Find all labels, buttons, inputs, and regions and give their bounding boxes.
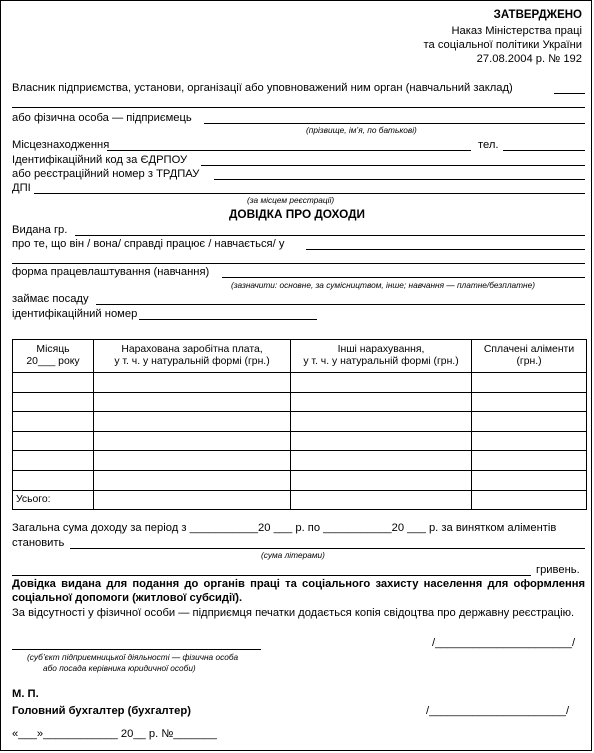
accountant-signature-field[interactable]: /______________________/ — [426, 705, 570, 717]
employment-form-label: форма працевлаштування (навчання) — [12, 266, 210, 278]
salary-header-line-2: у т. ч. у натуральній формі (грн.) — [114, 356, 270, 367]
table-cell[interactable] — [13, 373, 94, 393]
issued-to-field[interactable] — [75, 235, 585, 236]
dpi-field[interactable] — [34, 193, 585, 194]
table-cell[interactable] — [94, 412, 291, 432]
table-cell[interactable] — [13, 451, 94, 471]
total-label: Усього: — [13, 490, 94, 510]
table-row — [13, 392, 587, 412]
other-accruals-header-line-2: у т. ч. у натуральній формі (грн.) — [303, 356, 459, 367]
month-header-line-2: 20___ року — [26, 356, 80, 367]
table-cell[interactable] — [472, 451, 587, 471]
id-number-field[interactable] — [139, 319, 317, 320]
employment-form-field[interactable] — [222, 277, 585, 278]
table-cell[interactable] — [291, 470, 472, 490]
owner-field[interactable] — [554, 93, 585, 94]
head-signature-field[interactable]: /______________________/ — [432, 637, 576, 649]
table-row — [13, 431, 587, 451]
owner-field-continued[interactable] — [12, 107, 585, 108]
edrpou-field[interactable] — [201, 165, 585, 166]
amount-label: становить — [12, 537, 65, 549]
amount-in-words-field[interactable] — [70, 548, 585, 549]
table-cell[interactable] — [472, 373, 587, 393]
table-cell[interactable] — [13, 431, 94, 451]
month-header-line-1: Місяць — [36, 343, 70, 355]
table-cell[interactable] — [291, 373, 472, 393]
position-label: займає посаду — [12, 293, 89, 305]
edrpou-label: Ідентифікаційний код за ЄДРПОУ — [12, 154, 188, 166]
table-row — [13, 470, 587, 490]
table-cell[interactable] — [472, 470, 587, 490]
other-accruals-column-header — [291, 340, 472, 373]
table-cell[interactable] — [291, 412, 472, 432]
approval-line-1: Наказ Міністерства праці — [451, 25, 582, 37]
table-cell[interactable] — [94, 431, 291, 451]
approval-line-3: 27.08.2004 р. № 192 — [476, 53, 582, 65]
total-row — [13, 490, 587, 510]
works-at-field[interactable] — [306, 249, 585, 250]
trdpau-field[interactable] — [214, 179, 585, 180]
total-income-period-text: Загальна сума доходу за період з ___________20 ___ р. по ___________20 ___ р. за винятком аліментів — [12, 522, 557, 534]
table-cell[interactable] — [94, 392, 291, 412]
salary-header-line-1: Нарахована заробітна плата, — [121, 343, 263, 355]
approval-heading: ЗАТВЕРДЖЕНО — [493, 9, 582, 21]
head-position-field[interactable] — [12, 649, 261, 650]
table-cell[interactable] — [13, 412, 94, 432]
dpi-label: ДПІ — [12, 182, 31, 194]
purpose-statement: Довідка видана для подання до органів праці та соціального захисту населення для оформлення соціальної допомоги (житлової субсидії). — [12, 578, 585, 604]
full-name-caption: (прізвище, ім’я, по батькові) — [306, 125, 417, 135]
alimony-column-header — [472, 340, 587, 373]
total-alimony-cell[interactable] — [472, 490, 587, 510]
head-caption-line-1: (суб’єкт підприємницької діяльності — фізична особа — [27, 652, 239, 662]
other-accruals-header-line-1: Інші нарахування, — [337, 343, 425, 355]
table-row — [13, 412, 587, 432]
works-at-field-continued[interactable] — [12, 263, 585, 264]
phone-label: тел. — [478, 139, 499, 151]
trdpau-label: або реєстраційний номер з ТРДПАУ — [12, 168, 200, 180]
chief-accountant-label: Головний бухгалтер (бухгалтер) — [12, 705, 191, 717]
location-field[interactable] — [107, 150, 471, 151]
month-column-header — [13, 340, 94, 373]
amount-in-words-caption: (сума літерами) — [261, 550, 325, 560]
table-cell[interactable] — [94, 470, 291, 490]
position-field[interactable] — [96, 304, 585, 305]
table-cell[interactable] — [13, 392, 94, 412]
salary-column-header — [94, 340, 291, 373]
amount-in-words-field-continued[interactable] — [12, 575, 531, 576]
registration-place-caption: (за місцем реєстрації) — [247, 195, 335, 205]
alimony-header-line-2: (грн.) — [516, 356, 542, 367]
total-other-accruals-cell[interactable] — [291, 490, 472, 510]
currency-label: гривень. — [536, 564, 580, 576]
phone-field[interactable] — [503, 150, 585, 151]
stamp-placeholder-label: М. П. — [12, 688, 39, 700]
alimony-header-line-1: Сплачені аліменти — [483, 343, 575, 355]
table-cell[interactable] — [472, 392, 587, 412]
table-row — [13, 451, 587, 471]
employment-form-caption: (зазначити: основне, за сумісництвом, інше; навчання — платне/безплатне) — [231, 280, 535, 290]
income-table-header-row — [13, 340, 587, 373]
head-caption-line-2: або посада керівника юридичної особи) — [43, 663, 196, 673]
individual-entrepreneur-field[interactable] — [204, 123, 585, 124]
table-cell[interactable] — [94, 373, 291, 393]
table-cell[interactable] — [13, 470, 94, 490]
table-cell[interactable] — [291, 392, 472, 412]
table-cell[interactable] — [472, 412, 587, 432]
date-number-field[interactable]: «___»____________ 20__ р. №_______ — [12, 728, 217, 740]
issued-to-label: Видана гр. — [12, 224, 68, 236]
table-row — [13, 373, 587, 393]
table-cell[interactable] — [291, 431, 472, 451]
id-number-label: ідентифікаційний номер — [12, 308, 138, 320]
income-table — [12, 339, 587, 510]
table-cell[interactable] — [472, 431, 587, 451]
location-label: Місцезнаходження — [12, 139, 110, 151]
table-cell[interactable] — [291, 451, 472, 471]
total-salary-cell[interactable] — [94, 490, 291, 510]
certificate-title: ДОВІДКА ПРО ДОХОДИ — [228, 207, 366, 221]
owner-label: Власник підприємства, установи, організації або уповноважений ним орган (навчальний заклад) — [12, 82, 513, 94]
approval-line-2: та соціальної політики України — [423, 39, 582, 51]
works-at-label: про те, що він / вона/ справді працює / навчається/ у — [12, 238, 285, 250]
individual-entrepreneur-label: або фізична особа — підприємець — [12, 112, 192, 124]
table-cell[interactable] — [94, 451, 291, 471]
stamp-note: За відсутності у фізичної особи — підприємця печатки додається копія свідоцтва про державну реєстрацію. — [12, 607, 575, 619]
